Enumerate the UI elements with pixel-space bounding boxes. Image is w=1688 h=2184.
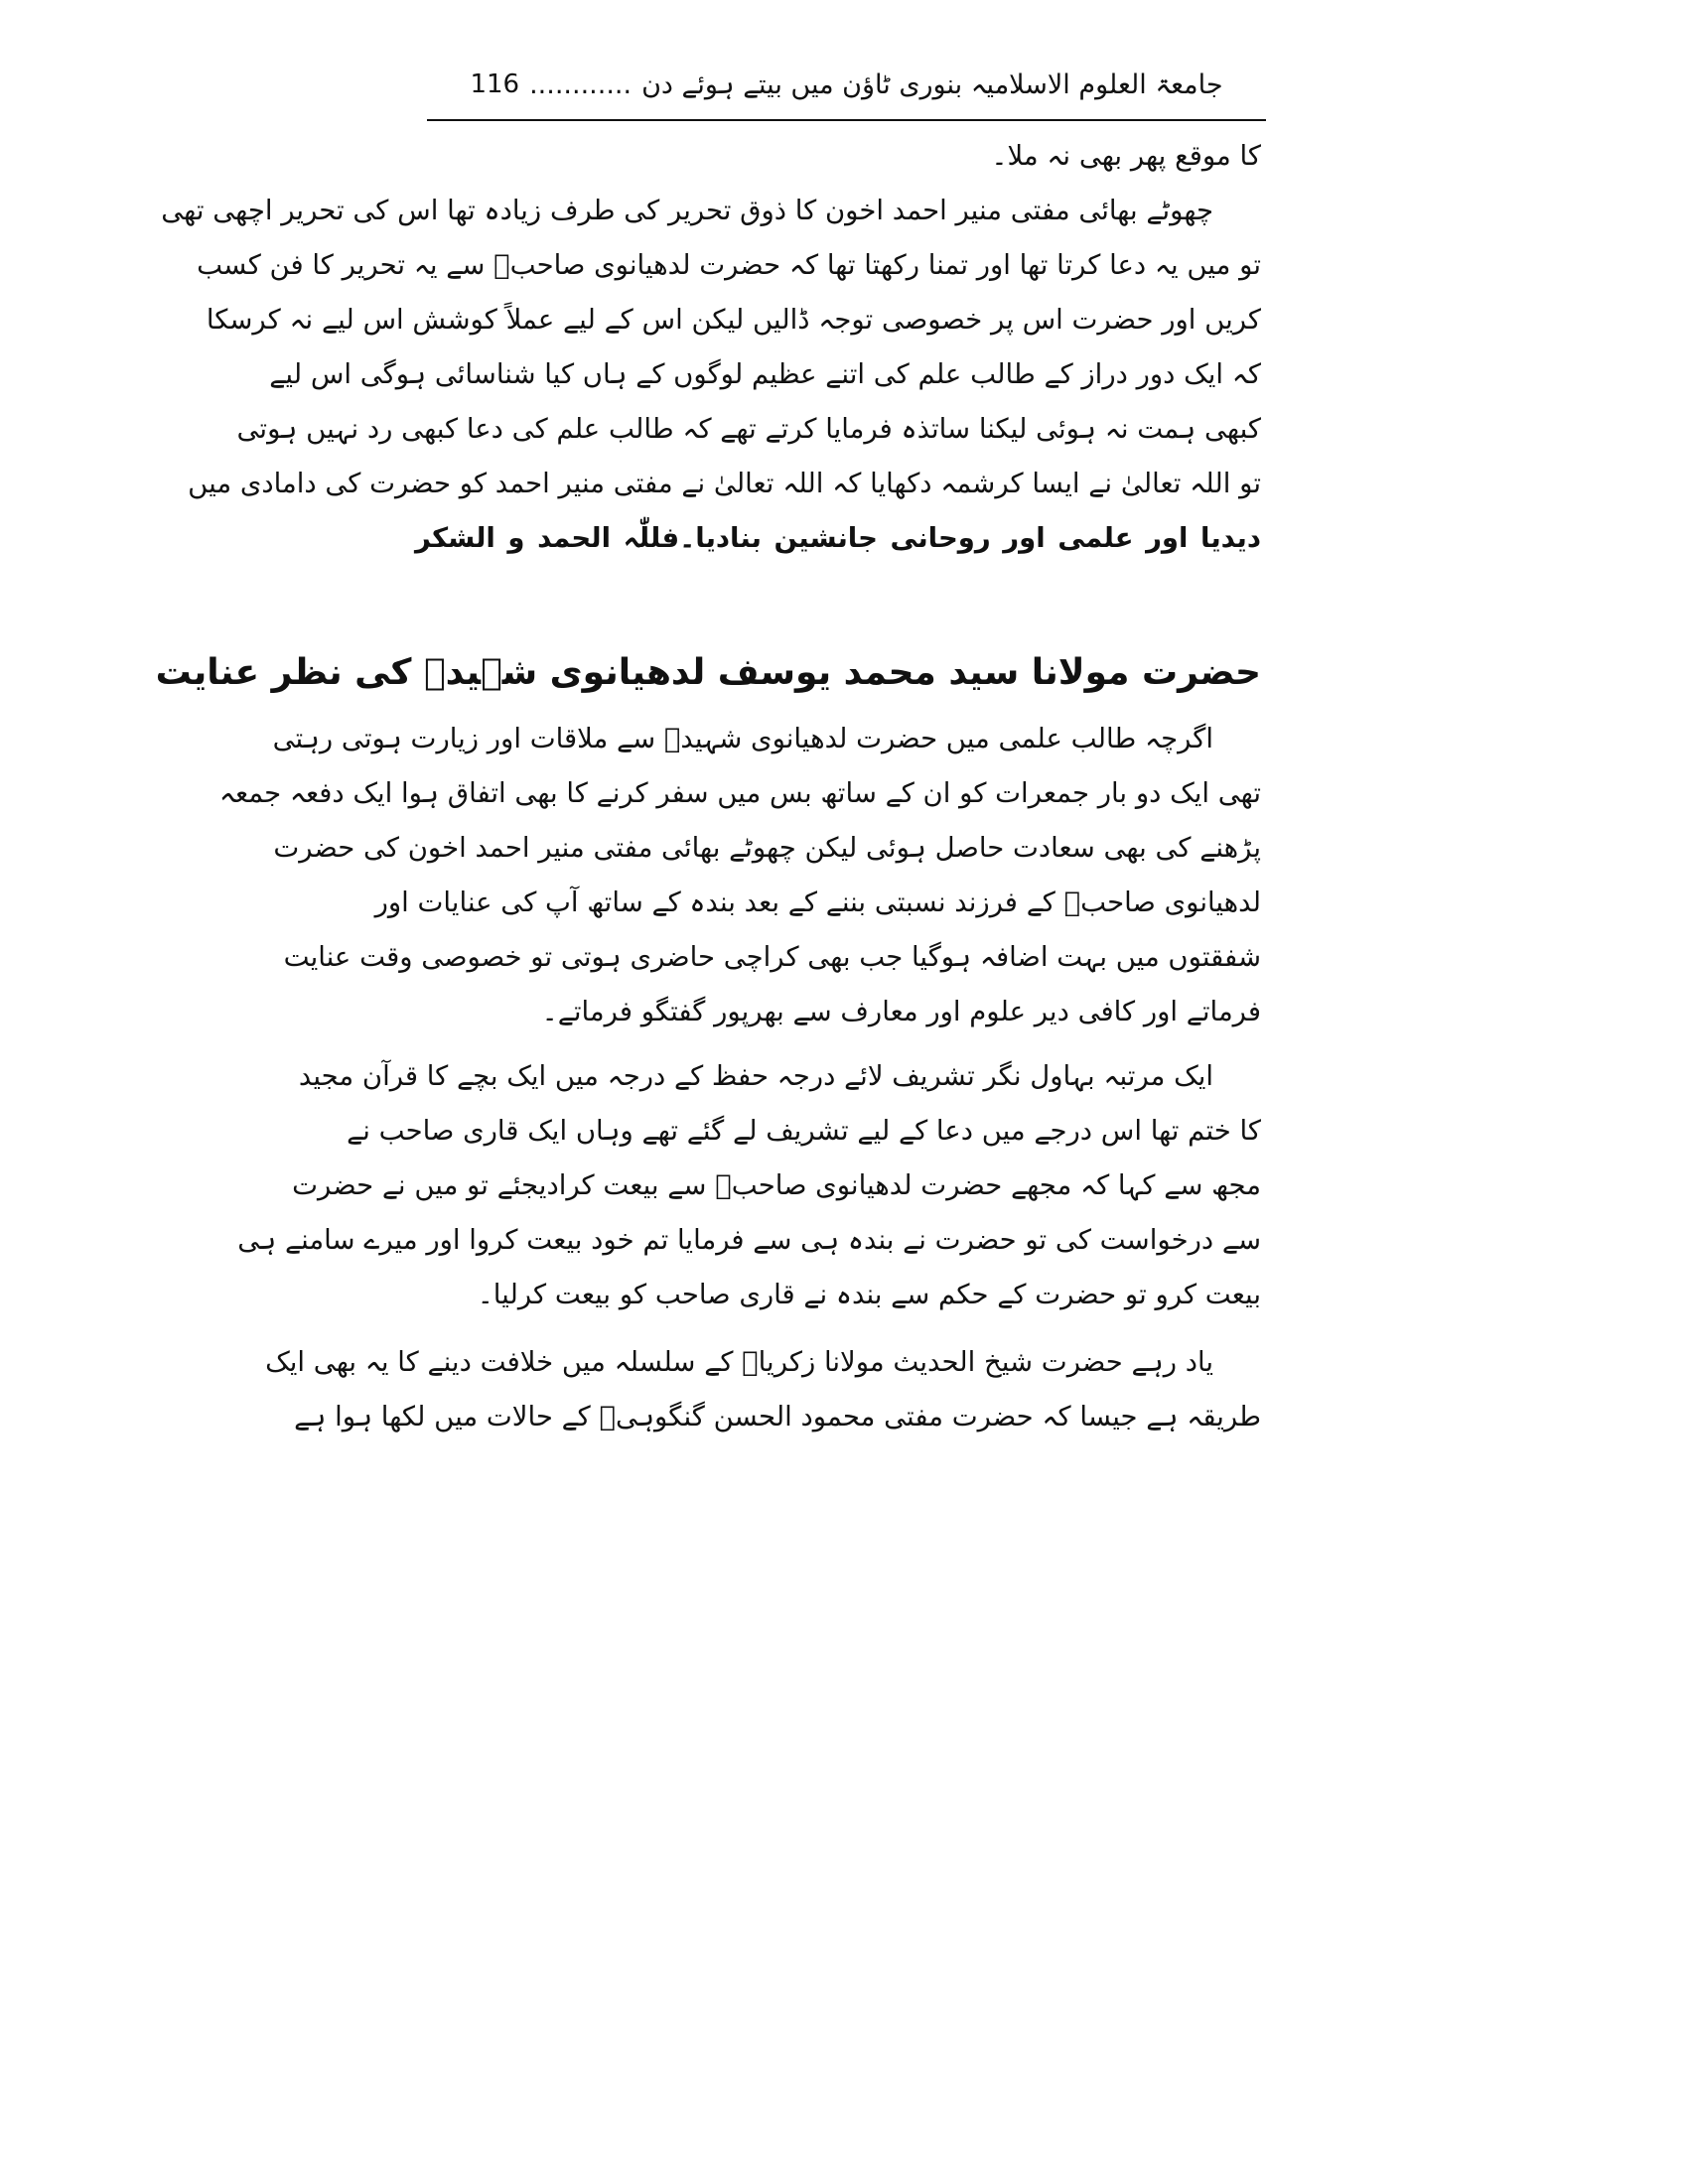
text-line: تھی ایک دو بار جمعرات کو ان کے ساتھ بس میں سفر کرنے کا بھی اتفاق ہوا ایک دفعہ جمعہ — [218, 777, 1261, 809]
text-line: یاد رہے حضرت شیخ الحدیث مولانا زکریاؒ کے سلسلہ میں خلافت دینے کا یہ بھی ایک — [265, 1346, 1213, 1378]
paragraph-block-4 — [265, 1335, 1261, 1444]
text-line: کبھی ہمت نہ ہوئی لیکنا ساتذہ فرمایا کرتے تھے کہ طالب علم کی دعا کبھی رد نہیں ہوتی — [236, 413, 1261, 445]
text-line: کا موقع پھر بھی نہ ملا۔ — [991, 140, 1261, 172]
text-line: طریقہ ہے جیسا کہ حضرت مفتی محمود الحسن گنگوہیؒ کے حالات میں لکھا ہوا ہے — [294, 1401, 1261, 1433]
text-line: مجھ سے کہا کہ مجھے حضرت لدھیانوی صاحبؒ سے بیعت کرادیجئے تو میں نے حضرت — [292, 1169, 1261, 1201]
paragraph-block-2 — [218, 712, 1261, 1039]
text-line: اگرچہ طالب علمی میں حضرت لدھیانوی شہیدؒ سے ملاقات اور زیارت ہوتی رہتی — [272, 723, 1213, 754]
page-number: 116 — [470, 69, 520, 99]
running-header — [427, 50, 1266, 121]
text-line: کا ختم تھا اس درجے میں دعا کے لیے تشریف لے گئے تھے وہاں ایک قاری صاحب نے — [347, 1115, 1261, 1147]
text-line: ایک مرتبہ بہاول نگر تشریف لائے درجہ حفظ کے درجہ میں ایک بچے کا قرآن مجید — [298, 1060, 1213, 1092]
running-header-dots: ............ — [529, 68, 633, 100]
text-line: لدھیانوی صاحبؒ کے فرزند نسبتی بننے کے بعد بندہ کے ساتھ آپ کی عنایات اور — [374, 887, 1261, 918]
text-line: دیدیا اور علمی اور روحانی جانشین بنادیا۔فللّٰہ الحمد و الشکر — [415, 522, 1261, 554]
text-line: کریں اور حضرت اس پر خصوصی توجہ ڈالیں لیکن اس کے لیے عملاً کوشش اس لیے نہ کرسکا — [206, 304, 1261, 336]
text-line: فرماتے اور کافی دیر علوم اور معارف سے بھرپور گفتگو فرماتے۔ — [541, 996, 1261, 1027]
text-line: چھوٹے بھائی مفتی منیر احمد اخون کا ذوق تحریر کی طرف زیادہ تھا اس کی تحریر اچھی تھی — [161, 195, 1213, 226]
text-line: پڑھنے کی بھی سعادت حاصل ہوئی لیکن چھوٹے بھائی مفتی منیر احمد اخون کی حضرت — [273, 832, 1261, 864]
running-header-title: جامعۃ العلوم الاسلامیہ بنوری ٹاؤن میں بیتے ہوئے دن — [641, 68, 1223, 100]
text-line: کہ ایک دور دراز کے طالب علم کی اتنے عظیم لوگوں کے ہاں کیا شناسائی ہوگی اس لیے — [269, 358, 1261, 390]
text-line: شفقتوں میں بہت اضافہ ہوگیا جب بھی کراچی حاضری ہوتی تو خصوصی وقت عنایت — [283, 941, 1261, 973]
section-heading: حضرت مولانا سید محمد یوسف لدھیانوی شہیدؒ کی نظر عنایت — [155, 652, 1261, 693]
paragraph-block-1 — [161, 129, 1261, 566]
paragraph-block-3 — [237, 1049, 1261, 1322]
text-line: تو میں یہ دعا کرتا تھا اور تمنا رکھتا تھا کہ حضرت لدھیانوی صاحبؒ سے یہ تحریر کا فن کسب — [197, 249, 1261, 281]
text-line: تو اللہ تعالیٰ نے ایسا کرشمہ دکھایا کہ اللہ تعالیٰ نے مفتی منیر احمد کو حضرت کی دامادی میں — [188, 468, 1261, 499]
text-line: سے درخواست کی تو حضرت نے بندہ ہی سے فرمایا تم خود بیعت کروا اور میرے سامنے ہی — [237, 1224, 1261, 1256]
text-line: بیعت کرو تو حضرت کے حکم سے بندہ نے قاری صاحب کو بیعت کرلیا۔ — [477, 1279, 1261, 1310]
